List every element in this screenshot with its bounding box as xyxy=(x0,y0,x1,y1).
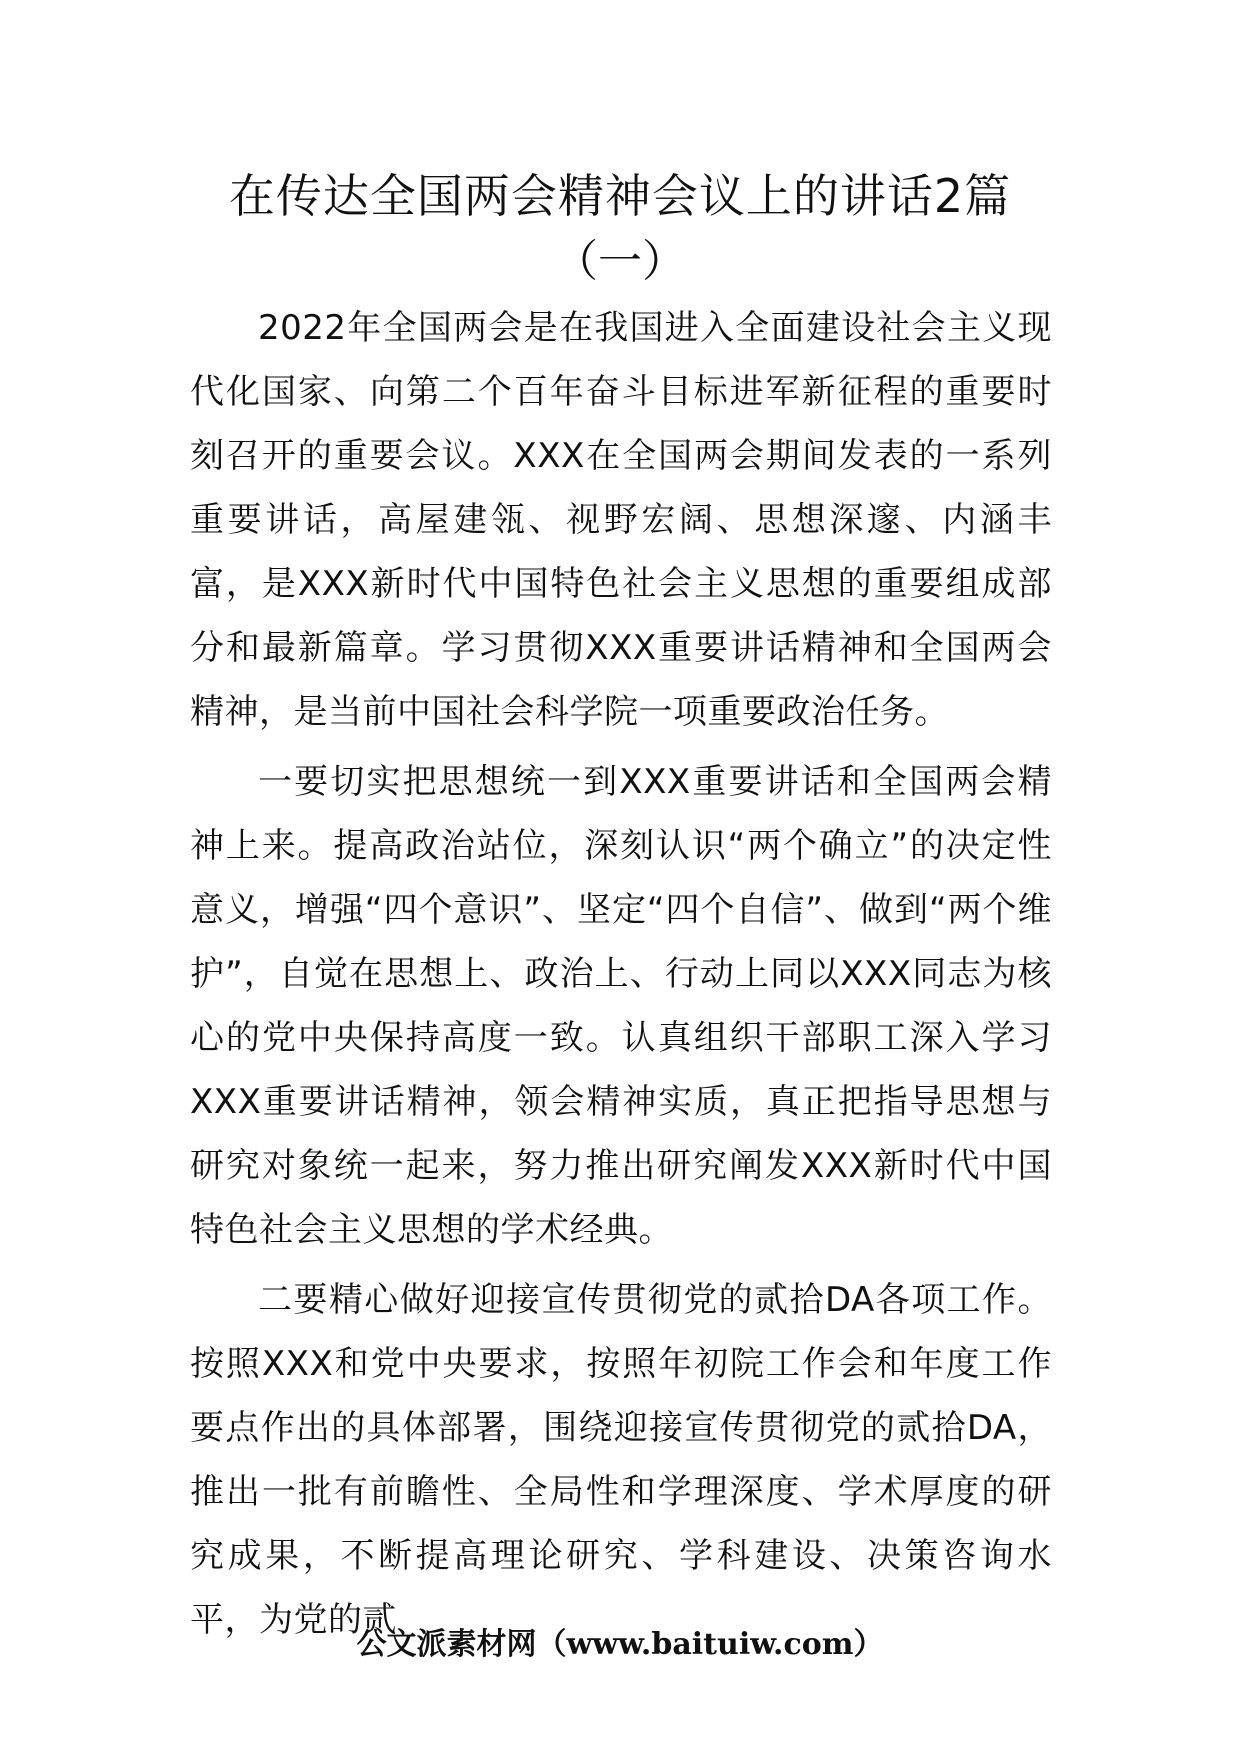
section-number: （一） xyxy=(554,236,686,287)
paragraph-point-one: 一要切实把思想统一到XXX重要讲话和全国两会精神上来。提高政治站位，深刻认识“两个确立”的决定性意义，增强“四个意识”、坚定“四个自信”、做到“两个维护”，自觉在思想上、政治上、行动上同以XXX同志为核心的党中央保持高度一致。认真组织干部职工深入学习XXX重要讲话精神，领会精神实质，真正把指导思想与研究对象统一起来，努力推出研究阐发XXX新时代中国特色社会主义思想的学术经典。 xyxy=(190,762,1052,1250)
footer-source: 公文派素材网（www.baituiw.com） xyxy=(356,1627,884,1662)
document-title: 在传达全国两会精神会议上的讲话2篇 xyxy=(228,169,1012,223)
paragraph-intro: 2022年全国两会是在我国进入全面建设社会主义现代化国家、向第二个百年奋斗目标进军新征程的重要时刻召开的重要会议。XXX在全国两会期间发表的一系列重要讲话，高屋建瓴、视野宏阔、思想深邃、内涵丰富，是XXX新时代中国特色社会主义思想的重要组成部分和最新篇章。学习贯彻XXX重要讲话精神和全国两会精神，是当前中国社会科学院一项重要政治任务。 xyxy=(190,308,1052,732)
paragraph-point-two: 二要精心做好迎接宣传贯彻党的贰拾DA各项工作。按照XXX和党中央要求，按照年初院工作会和年度工作要点作出的具体部署，围绕迎接宣传贯彻党的贰拾DA，推出一批有前瞻性、全局性和学理深度、学术厚度的研究成果，不断提高理论研究、学科建设、决策咨询水平，为党的贰 xyxy=(190,1280,1052,1640)
document-body xyxy=(190,296,1052,1658)
